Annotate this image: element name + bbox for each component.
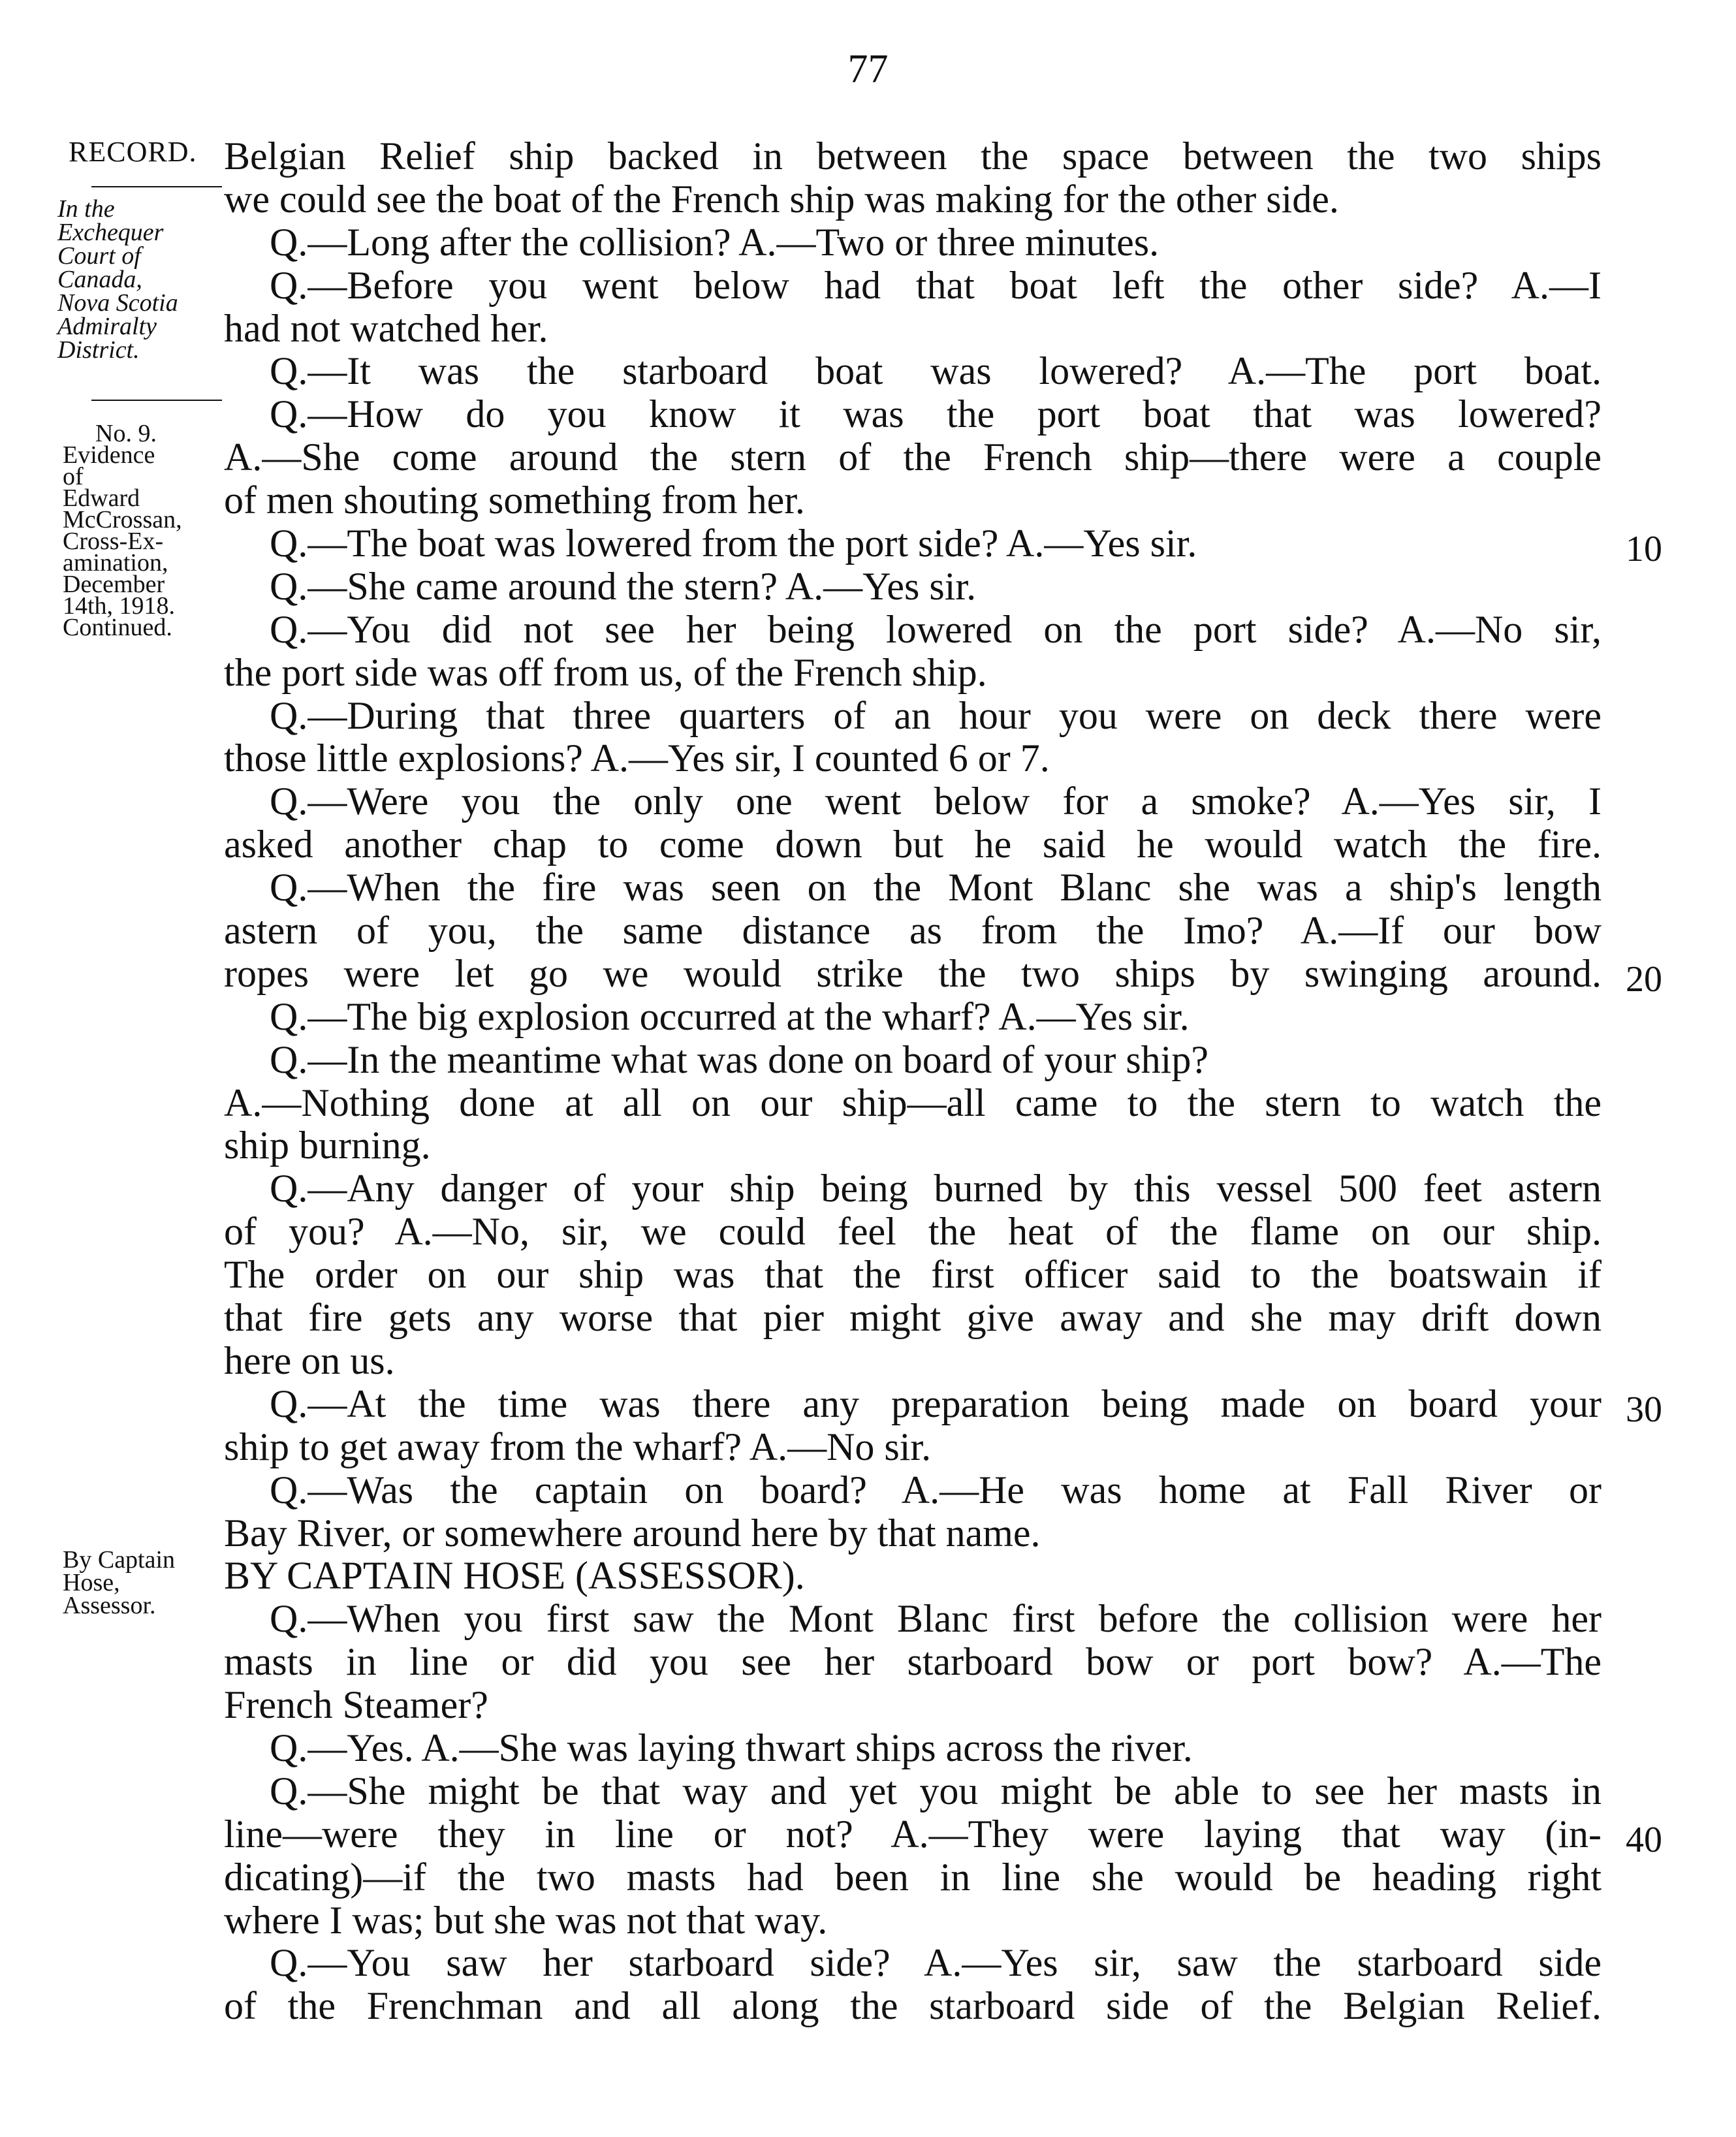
margin-assessor-line: Hose, [63,1569,120,1596]
line-number: 40 [1626,1820,1662,1860]
transcript-line: Q.—The big explosion occurred at the wharf? A.—Yes sir. [270,994,1190,1038]
transcript-line: Q.—Any danger of your ship being burned by this vessel 500 feet astern [270,1167,1602,1211]
transcript-line: Q.—She might be that way and yet you might be able to see her masts in [270,1769,1602,1812]
margin-divider [91,186,222,187]
line-number: 30 [1626,1389,1662,1430]
transcript-line: asked another chap to come down but he said he would watch the fire. [224,823,1602,866]
transcript-line: ship to get away from the wharf? A.—No sir. [224,1425,932,1468]
transcript-line: Q.—The boat was lowered from the port side? A.—Yes sir. [270,522,1197,565]
transcript-line: French Steamer? [224,1683,488,1727]
margin-evidence-line: December [63,571,165,598]
transcript-line: had not watched her. [224,306,548,350]
margin-evidence-line: Evidence [63,441,155,469]
margin-court-line: Admiralty [57,313,157,340]
margin-court-line: Court of [57,242,141,270]
transcript-line: Bay River, or somewhere around here by that name. [224,1511,1041,1555]
transcript-line: the port side was off from us, of the French ship. [224,650,987,694]
transcript-line: Q.—When you first saw the Mont Blanc first before the collision were her [270,1597,1602,1641]
transcript-line: of men shouting something from her. [224,479,805,522]
transcript-line: masts in line or did you see her starboard bow or port bow? A.—The [224,1640,1602,1684]
transcript-line: Q.—Long after the collision? A.—Two or three minutes. [270,220,1160,264]
margin-assessor-line: By Captain [63,1546,176,1574]
transcript-line: Q.—In the meantime what was done on board of your ship? [270,1037,1208,1081]
transcript-line: Q.—It was the starboard boat was lowered? A.—The port boat. [270,349,1602,393]
transcript-line: Q.—You saw her starboard side? A.—Yes sir, saw the starboard side [270,1941,1602,1985]
margin-evidence-line: amination, [63,549,168,577]
transcript-line: Q.—Was the captain on board? A.—He was home at Fall River or [270,1468,1602,1512]
margin-evidence-line: Continued. [63,614,172,641]
transcript-line: line—were they in line or not? A.—They were laying that way (in- [224,1812,1602,1856]
margin-evidence-line: of [63,463,84,490]
transcript-line: where I was; but she was not that way. [224,1898,828,1942]
margin-evidence-line: Edward [63,484,140,512]
transcript-line: we could see the boat of the French ship was making for the other side. [224,177,1339,221]
margin-evidence-line: Cross-Ex- [63,528,164,555]
margin-court-line: Canada, [57,266,142,293]
transcript-line: A.—She come around the stern of the French ship—there were a couple [224,435,1602,479]
margin-court-line: In the [57,195,115,223]
line-number: 20 [1626,959,1662,1000]
transcript-line: dicating)—if the two masts had been in line she would be heading right [224,1855,1602,1899]
transcript-line: Q.—Yes. A.—She was laying thwart ships across the river. [270,1726,1193,1769]
transcript-line: Q.—When the fire was seen on the Mont Blanc she was a ship's length [270,866,1602,910]
transcript-line: ship burning. [224,1124,431,1167]
transcript-line: BY CAPTAIN HOSE (ASSESSOR). [224,1554,805,1598]
margin-court-line: Nova Scotia [57,289,178,317]
transcript-line: those little explosions? A.—Yes sir, I counted 6 or 7. [224,736,1050,780]
transcript-body [224,135,1602,2028]
margin-divider [91,400,222,401]
margin-assessor-line: Assessor. [63,1592,156,1619]
transcript-line: A.—Nothing done at all on our ship—all came to the stern to watch the [224,1081,1602,1124]
transcript-line: ropes were let go we would strike the two ships by swinging around. [224,951,1602,995]
transcript-line: Q.—Were you the only one went below for a smoke? A.—Yes sir, I [270,780,1602,823]
margin-evidence-line: 14th, 1918. [63,592,176,620]
margin-evidence-note [63,420,182,641]
transcript-line: Q.—How do you know it was the port boat that was lowered? [270,392,1602,436]
transcript-line: Q.—She came around the stern? A.—Yes sir. [270,564,977,608]
margin-assessor-note [63,1546,176,1619]
transcript-line: Q.—You did not see her being lowered on the port side? A.—No sir, [270,607,1602,651]
transcript-line: of you? A.—No, sir, we could feel the heat of the flame on our ship. [224,1210,1602,1254]
margin-court-note [57,197,178,362]
margin-court-line: District. [57,336,140,364]
transcript-line: Belgian Relief ship backed in between the space between the two ships [224,135,1602,178]
transcript-line: of the Frenchman and all along the starboard side of the Belgian Relief. [224,1984,1602,2028]
margin-record-heading: RECORD. [69,136,197,168]
transcript-line: that fire gets any worse that pier might give away and she may drift down [224,1296,1602,1340]
transcript-line: astern of you, the same distance as from the Imo? A.—If our bow [224,909,1602,953]
line-number: 10 [1626,529,1662,569]
transcript-line: Q.—During that three quarters of an hour you were on deck there were [270,693,1602,737]
transcript-line: Q.—Before you went below had that boat left the other side? A.—I [270,263,1602,307]
transcript-line: Q.—At the time was there any preparation being made on board your [270,1382,1602,1425]
page-number: 77 [847,47,889,91]
margin-evidence-line: No. 9. [95,420,157,447]
transcript-line: here on us. [224,1338,395,1382]
margin-evidence-line: McCrossan, [63,506,182,533]
margin-court-line: Exchequer [57,219,164,246]
transcript-line: The order on our ship was that the first officer said to the boatswain if [224,1253,1602,1297]
